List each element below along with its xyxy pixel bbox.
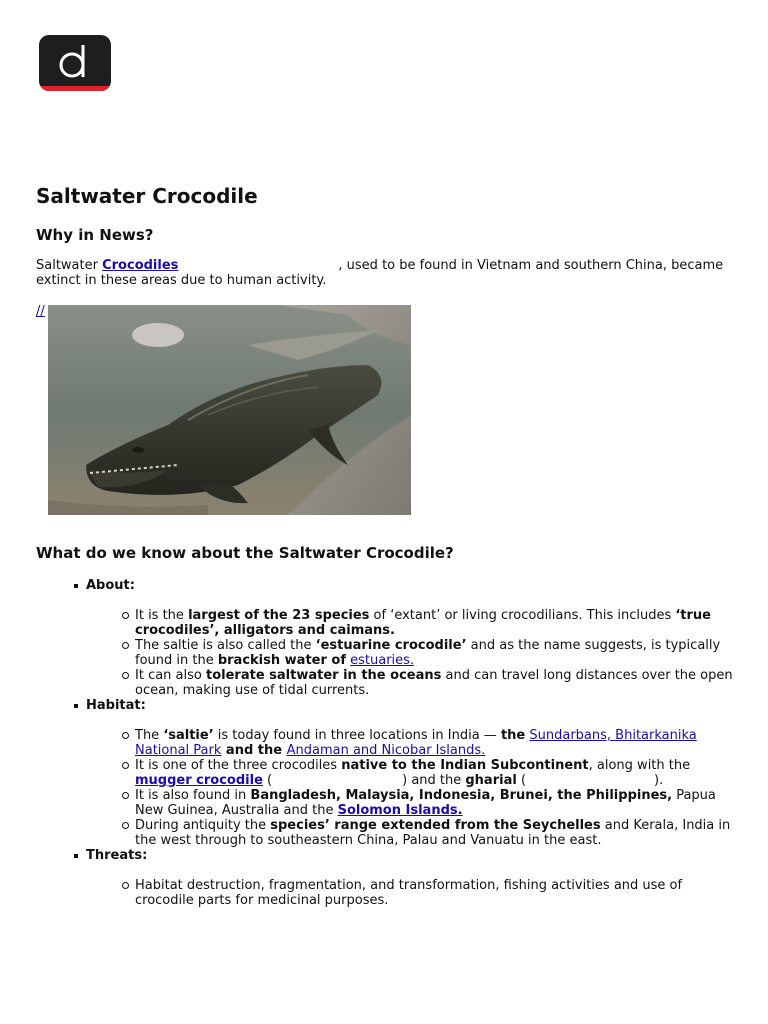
habitat-sublist — [86, 728, 736, 848]
mugger-crocodile-link[interactable]: mugger crocodile — [135, 773, 263, 788]
site-logo[interactable] — [39, 35, 111, 91]
threats-sublist — [86, 878, 736, 908]
about-crocodile-heading: What do we know about the Saltwater Crocodile? — [36, 544, 454, 562]
solomon-islands-link[interactable]: Solomon Islands. — [337, 803, 463, 818]
logo-d-icon — [39, 35, 111, 91]
about-sublist — [86, 608, 736, 698]
facts-list — [36, 578, 736, 908]
logo-accent-bar — [39, 86, 111, 91]
list-item: It is the largest of the 23 species of ‘extant’ or living crocodilians. This includes ‘true crocodiles’, alligators and caimans. — [86, 608, 736, 638]
saltwater-crocodile-image — [48, 305, 411, 515]
list-item-habitat: Habitat: The ‘saltie’ is today found in three locations in India — the Sundarbans, Bhitarkanika National Park and the Andaman and Nicobar Islands. It is one of the three crocodiles native to the Indian Subcontinent, along with the mugger crocodile ( ) and the gharial ( ). It is also found in Bangladesh, Malaysia, Indonesia, Brunei, the Philippines, Papua New Guinea, Australia and the Solomon Islands. During antiquity the species’ range extended from the Seychelles and Kerala, India in the west through to southeastern China, Palau and Vanuatu in the east. — [36, 698, 736, 848]
page-title: Saltwater Crocodile — [36, 184, 258, 208]
list-item: It is one of the three crocodiles native to the Indian Subcontinent, along with the mugger crocodile ( ) and the gharial ( ). — [86, 758, 736, 788]
estuaries-link[interactable]: estuaries. — [350, 653, 415, 668]
list-item-threats: Threats: Habitat destruction, fragmentation, and transformation, fishing activities and use of crocodile parts for medicinal purposes. — [36, 848, 736, 908]
list-item: The saltie is also called the ‘estuarine crocodile’ and as the name suggests, is typically found in the brackish water of estuaries. — [86, 638, 736, 668]
sundarbans-link[interactable]: Sundarbans, Bhitarkanika National Park — [135, 728, 697, 758]
list-item: Habitat destruction, fragmentation, and transformation, fishing activities and use of crocodile parts for medicinal purposes. — [86, 878, 736, 908]
why-in-news-heading: Why in News? — [36, 226, 154, 244]
stray-link[interactable]: // — [36, 304, 45, 319]
andaman-nicobar-link[interactable]: Andaman and Nicobar Islands. — [286, 743, 486, 758]
list-item: It can also tolerate saltwater in the oceans and can travel long distances over the open ocean, making use of tidal currents. — [86, 668, 736, 698]
list-item: It is also found in Bangladesh, Malaysia, Indonesia, Brunei, the Philippines, Papua New Guinea, Australia and the Solomon Islands. — [86, 788, 736, 818]
crocodiles-link[interactable]: Crocodiles — [102, 258, 179, 273]
list-item: The ‘saltie’ is today found in three locations in India — the Sundarbans, Bhitarkanika National Park and the Andaman and Nicobar Islands. — [86, 728, 736, 758]
list-item: During antiquity the species’ range extended from the Seychelles and Kerala, India in the west through to southeastern China, Palau and Vanuatu in the east. — [86, 818, 736, 848]
intro-paragraph: Saltwater Crocodiles , used to be found in Vietnam and southern China, became extinct in these areas due to human activity. — [36, 258, 724, 288]
list-item-about: About: It is the largest of the 23 species of ‘extant’ or living crocodilians. This includes ‘true crocodiles’, alligators and caimans. The saltie is also called the ‘estuarine crocodile’ and as the name suggests, is typically found in the brackish water of estuaries. It can also tolerate saltwater in the oceans and can travel long distances over the open ocean, making use of tidal currents. — [36, 578, 736, 698]
